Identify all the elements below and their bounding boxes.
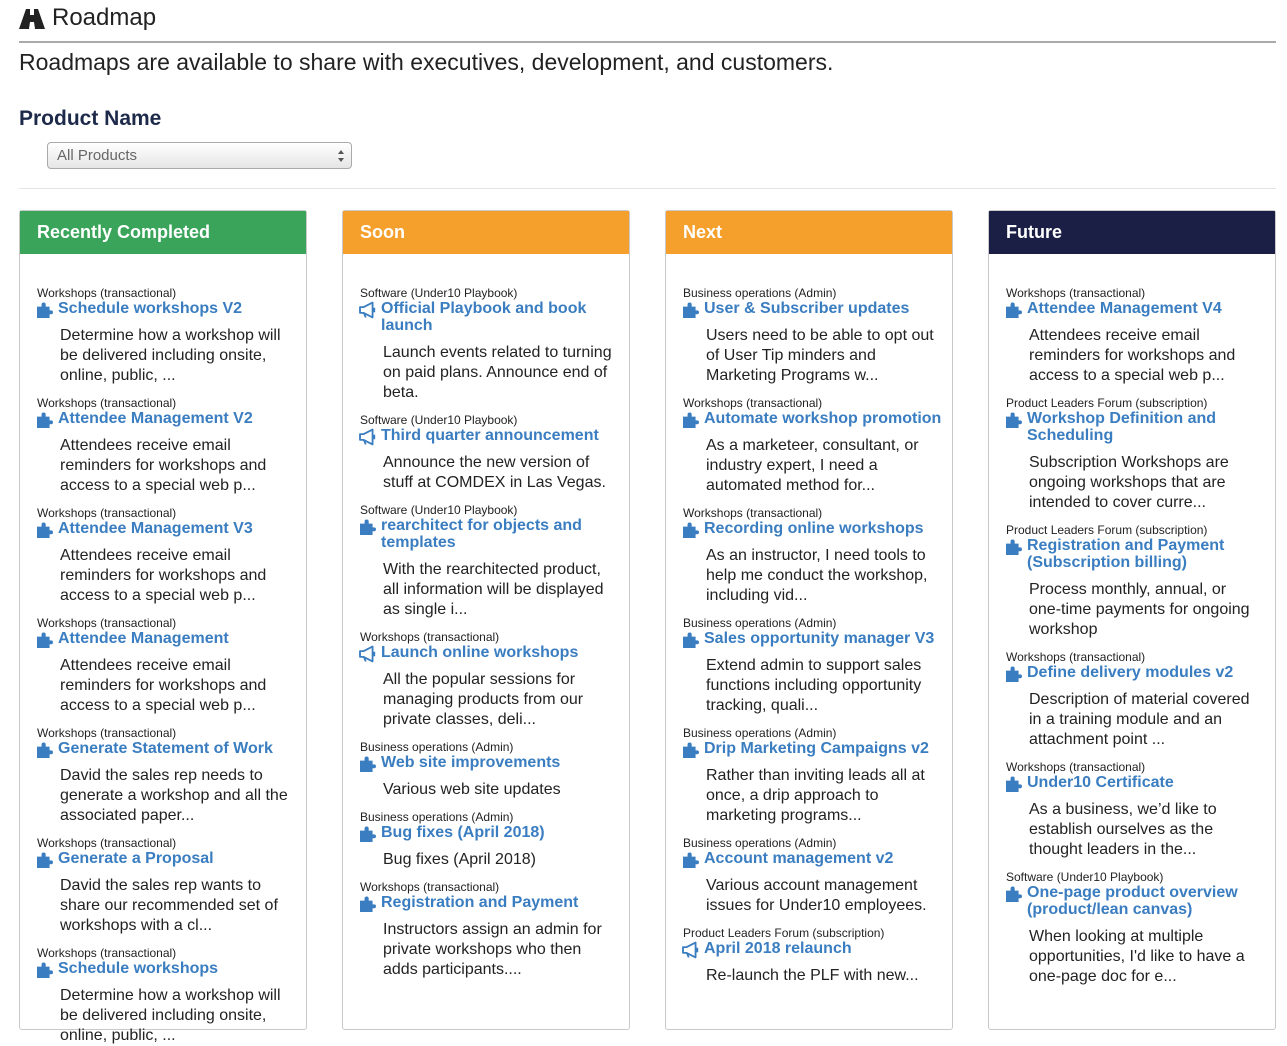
item-title[interactable]: Workshop Definition and Scheduling bbox=[1027, 410, 1217, 444]
page-header bbox=[19, 0, 1276, 43]
item-description: David the sales rep wants to share our recommended set of workshops with a cl... bbox=[60, 877, 278, 934]
puzzle-icon bbox=[37, 302, 53, 316]
item-title[interactable]: Drip Marketing Campaigns v2 bbox=[704, 740, 929, 757]
puzzle-icon bbox=[1006, 302, 1022, 316]
item-feature-link[interactable] bbox=[37, 520, 306, 537]
puzzle-icon bbox=[683, 852, 699, 866]
item-description: Bug fixes (April 2018) bbox=[383, 851, 536, 868]
divider bbox=[19, 188, 1276, 189]
item-feature-link[interactable] bbox=[360, 517, 629, 551]
item-category: Product Leaders Forum (subscription) bbox=[683, 926, 885, 940]
item-description: Instructors assign an admin for private workshops who then adds participants.... bbox=[383, 921, 602, 978]
item-feature-link[interactable] bbox=[360, 754, 629, 771]
puzzle-icon bbox=[37, 962, 53, 976]
item-title[interactable]: Account management v2 bbox=[704, 850, 894, 867]
item-category: Workshops (transactional) bbox=[37, 836, 177, 850]
select-arrows-icon bbox=[337, 148, 345, 164]
roadmap-item bbox=[683, 287, 952, 386]
item-category: Business operations (Admin) bbox=[683, 726, 837, 740]
item-category: Workshops (transactional) bbox=[683, 396, 823, 410]
item-description: All the popular sessions for managing products from our private classes, deli... bbox=[383, 671, 584, 728]
item-title[interactable]: Generate a Proposal bbox=[58, 850, 214, 867]
puzzle-icon bbox=[360, 519, 376, 533]
roadmap-item bbox=[1006, 651, 1275, 750]
item-title[interactable]: Automate workshop promotion bbox=[704, 410, 942, 427]
column-body bbox=[343, 254, 629, 980]
item-category: Software (Under10 Playbook) bbox=[360, 286, 518, 300]
roadmap-item bbox=[37, 397, 306, 496]
item-feature-link[interactable] bbox=[683, 300, 952, 317]
roadmap-item bbox=[360, 414, 629, 493]
megaphone-icon bbox=[360, 302, 376, 316]
item-description: Extend admin to support sales functions including opportunity tracking, quali... bbox=[706, 657, 922, 714]
item-category: Workshops (transactional) bbox=[37, 946, 177, 960]
item-description: Subscription Workshops are ongoing workshops that are intended to cover curre... bbox=[1029, 454, 1229, 511]
roadmap-item bbox=[37, 287, 306, 386]
page-title: Roadmap bbox=[52, 4, 157, 31]
roadmap-item bbox=[683, 617, 952, 716]
item-description: Description of material covered in a training module and an attachment point ... bbox=[1029, 691, 1250, 748]
item-description: Attendees receive email reminders for workshops and access to a special web p... bbox=[1029, 327, 1236, 384]
item-feature-link[interactable] bbox=[1006, 884, 1275, 918]
product-name-label: Product Name bbox=[19, 107, 162, 130]
item-description: When looking at multiple opportunities, I'd like to have a one-page doc for e... bbox=[1029, 928, 1245, 985]
road-icon bbox=[19, 9, 45, 29]
roadmap-item bbox=[37, 727, 306, 826]
item-title[interactable]: Launch online workshops bbox=[381, 644, 579, 661]
puzzle-icon bbox=[360, 756, 376, 770]
item-title[interactable]: Attendee Management bbox=[58, 630, 229, 647]
roadmap-item bbox=[360, 631, 629, 730]
item-description: As an instructor, I need tools to help me conduct the workshop, including vid... bbox=[706, 547, 928, 604]
item-title[interactable]: rearchitect for objects and templates bbox=[381, 517, 582, 551]
puzzle-icon bbox=[37, 522, 53, 536]
roadmap-item bbox=[1006, 397, 1275, 513]
item-title[interactable]: User & Subscriber updates bbox=[704, 300, 910, 317]
item-description: Attendees receive email reminders for workshops and access to a special web p... bbox=[60, 657, 267, 714]
item-category: Workshops (transactional) bbox=[1006, 286, 1146, 300]
item-title[interactable]: Sales opportunity manager V3 bbox=[704, 630, 935, 647]
roadmap-item bbox=[360, 287, 629, 403]
item-feature-link[interactable] bbox=[1006, 774, 1275, 791]
item-feature-link[interactable] bbox=[683, 630, 952, 647]
puzzle-icon bbox=[1006, 539, 1022, 553]
product-name-selected-value: All Products bbox=[57, 147, 138, 164]
puzzle-icon bbox=[683, 522, 699, 536]
roadmap-item bbox=[1006, 287, 1275, 386]
puzzle-icon bbox=[1006, 886, 1022, 900]
item-feature-link[interactable] bbox=[37, 300, 306, 317]
item-category: Product Leaders Forum (subscription) bbox=[1006, 523, 1208, 537]
megaphone-icon bbox=[360, 429, 376, 443]
item-title[interactable]: April 2018 relaunch bbox=[704, 940, 852, 957]
item-description: With the rearchitected product, all information will be displayed as single i... bbox=[383, 561, 604, 618]
item-description: Various web site updates bbox=[383, 781, 561, 798]
item-description: Attendees receive email reminders for workshops and access to a special web p... bbox=[60, 547, 267, 604]
item-title[interactable]: Schedule workshops bbox=[58, 960, 219, 977]
puzzle-icon bbox=[683, 412, 699, 426]
item-category: Business operations (Admin) bbox=[683, 616, 837, 630]
puzzle-icon bbox=[37, 742, 53, 756]
item-description: Process monthly, annual, or one-time payments for ongoing workshop bbox=[1029, 581, 1250, 638]
item-feature-link[interactable] bbox=[37, 960, 306, 977]
puzzle-icon bbox=[683, 742, 699, 756]
item-title[interactable]: Schedule workshops V2 bbox=[58, 300, 243, 317]
roadmap-item bbox=[37, 617, 306, 716]
puzzle-icon bbox=[360, 826, 376, 840]
column-body bbox=[20, 254, 306, 1046]
column-body bbox=[666, 254, 952, 986]
item-category: Software (Under10 Playbook) bbox=[360, 413, 518, 427]
item-category: Business operations (Admin) bbox=[360, 810, 514, 824]
roadmap-item bbox=[683, 927, 952, 986]
item-description: Attendees receive email reminders for workshops and access to a special web p... bbox=[60, 437, 267, 494]
item-feature-link[interactable] bbox=[360, 300, 629, 334]
item-title[interactable]: Web site improvements bbox=[381, 754, 561, 771]
item-description: Determine how a workshop will be delivered including onsite, online, public, ... bbox=[60, 327, 281, 384]
item-feature-link[interactable] bbox=[683, 740, 952, 757]
item-category: Workshops (transactional) bbox=[37, 726, 177, 740]
megaphone-icon bbox=[360, 646, 376, 660]
item-title[interactable]: Bug fixes (April 2018) bbox=[381, 824, 545, 841]
item-category: Workshops (transactional) bbox=[37, 506, 177, 520]
item-category: Workshops (transactional) bbox=[1006, 650, 1146, 664]
item-title[interactable]: Attendee Management V3 bbox=[58, 520, 253, 537]
item-category: Workshops (transactional) bbox=[360, 880, 500, 894]
item-category: Product Leaders Forum (subscription) bbox=[1006, 396, 1208, 410]
roadmap-item bbox=[37, 947, 306, 1046]
item-title[interactable]: Registration and Payment (Subscription billing) bbox=[1027, 537, 1225, 571]
item-title[interactable]: Define delivery modules v2 bbox=[1027, 664, 1234, 681]
column-next bbox=[665, 210, 953, 1030]
item-feature-link[interactable] bbox=[37, 410, 306, 427]
item-feature-link[interactable] bbox=[360, 824, 629, 841]
item-feature-link[interactable] bbox=[683, 410, 952, 427]
puzzle-icon bbox=[360, 896, 376, 910]
item-category: Software (Under10 Playbook) bbox=[360, 503, 518, 517]
item-category: Business operations (Admin) bbox=[683, 286, 837, 300]
column-header: Soon bbox=[343, 211, 629, 254]
item-title[interactable]: Official Playbook and book launch bbox=[381, 300, 587, 334]
column-header: Future bbox=[989, 211, 1275, 254]
roadmap-item bbox=[360, 504, 629, 620]
item-description: Various account management issues for Under10 employees. bbox=[706, 877, 927, 914]
item-category: Workshops (transactional) bbox=[37, 286, 177, 300]
item-category: Workshops (transactional) bbox=[683, 506, 823, 520]
roadmap-item bbox=[683, 507, 952, 606]
item-feature-link[interactable] bbox=[360, 644, 629, 661]
item-category: Business operations (Admin) bbox=[360, 740, 514, 754]
item-feature-link[interactable] bbox=[683, 520, 952, 537]
item-title[interactable]: Recording online workshops bbox=[704, 520, 924, 537]
item-title[interactable]: Third quarter announcement bbox=[381, 427, 599, 444]
roadmap-item bbox=[37, 507, 306, 606]
roadmap-item bbox=[683, 837, 952, 916]
item-feature-link[interactable] bbox=[37, 740, 306, 757]
puzzle-icon bbox=[1006, 776, 1022, 790]
column-soon bbox=[342, 210, 630, 1030]
product-name-select[interactable] bbox=[47, 142, 352, 169]
column-recently-completed bbox=[19, 210, 307, 1044]
item-description: Determine how a workshop will be delivered including onsite, online, public, ... bbox=[60, 987, 281, 1044]
column-future bbox=[988, 210, 1276, 1030]
puzzle-icon bbox=[37, 852, 53, 866]
item-title[interactable]: Generate Statement of Work bbox=[58, 740, 273, 757]
roadmap-item bbox=[360, 881, 629, 980]
item-feature-link[interactable] bbox=[360, 894, 629, 911]
puzzle-icon bbox=[37, 412, 53, 426]
item-feature-link[interactable] bbox=[1006, 410, 1275, 444]
puzzle-icon bbox=[37, 632, 53, 646]
puzzle-icon bbox=[683, 632, 699, 646]
item-category: Software (Under10 Playbook) bbox=[1006, 870, 1164, 884]
item-feature-link[interactable] bbox=[1006, 664, 1275, 681]
item-feature-link[interactable] bbox=[37, 630, 306, 647]
item-title[interactable]: One-page product overview (product/lean canvas) bbox=[1027, 884, 1238, 918]
item-feature-link[interactable] bbox=[683, 850, 952, 867]
column-header: Recently Completed bbox=[20, 211, 306, 254]
item-description: As a marketeer, consultant, or industry expert, I need a automated method for... bbox=[706, 437, 919, 494]
column-body bbox=[989, 254, 1275, 987]
item-description: Rather than inviting leads all at once, a drip approach to marketing programs... bbox=[706, 767, 925, 824]
item-category: Workshops (transactional) bbox=[360, 630, 500, 644]
column-header: Next bbox=[666, 211, 952, 254]
item-feature-link[interactable] bbox=[1006, 537, 1275, 571]
item-description: Announce the new version of stuff at COMDEX in Las Vegas. bbox=[383, 454, 606, 491]
item-category: Workshops (transactional) bbox=[37, 396, 177, 410]
item-description: David the sales rep needs to generate a workshop and all the associated paper... bbox=[60, 767, 288, 824]
item-description: As a business, we’d like to establish ourselves as the thought leaders in the... bbox=[1029, 801, 1217, 858]
roadmap-item bbox=[683, 727, 952, 826]
item-title[interactable]: Registration and Payment bbox=[381, 894, 579, 911]
item-title[interactable]: Attendee Management V4 bbox=[1027, 300, 1222, 317]
item-description: Launch events related to turning on paid plans. Announce end of beta. bbox=[383, 344, 612, 401]
item-title[interactable]: Attendee Management V2 bbox=[58, 410, 253, 427]
roadmap-item bbox=[1006, 761, 1275, 860]
item-title[interactable]: Under10 Certificate bbox=[1027, 774, 1174, 791]
puzzle-icon bbox=[1006, 412, 1022, 426]
item-feature-link[interactable] bbox=[683, 940, 952, 957]
roadmap-item bbox=[683, 397, 952, 496]
roadmap-item bbox=[1006, 871, 1275, 987]
item-category: Workshops (transactional) bbox=[1006, 760, 1146, 774]
puzzle-icon bbox=[1006, 666, 1022, 680]
item-feature-link[interactable] bbox=[1006, 300, 1275, 317]
roadmap-item bbox=[1006, 524, 1275, 640]
item-category: Business operations (Admin) bbox=[683, 836, 837, 850]
roadmap-item bbox=[360, 741, 629, 800]
roadmap-item bbox=[37, 837, 306, 936]
item-feature-link[interactable] bbox=[37, 850, 306, 867]
item-description: Users need to be able to opt out of User Tip minders and Marketing Programs w... bbox=[706, 327, 934, 384]
item-category: Workshops (transactional) bbox=[37, 616, 177, 630]
item-description: Re-launch the PLF with new... bbox=[706, 967, 919, 984]
roadmap-item bbox=[360, 811, 629, 870]
page-subtitle: Roadmaps are available to share with executives, development, and customers. bbox=[19, 49, 834, 75]
item-feature-link[interactable] bbox=[360, 427, 629, 444]
megaphone-icon bbox=[683, 942, 699, 956]
puzzle-icon bbox=[683, 302, 699, 316]
